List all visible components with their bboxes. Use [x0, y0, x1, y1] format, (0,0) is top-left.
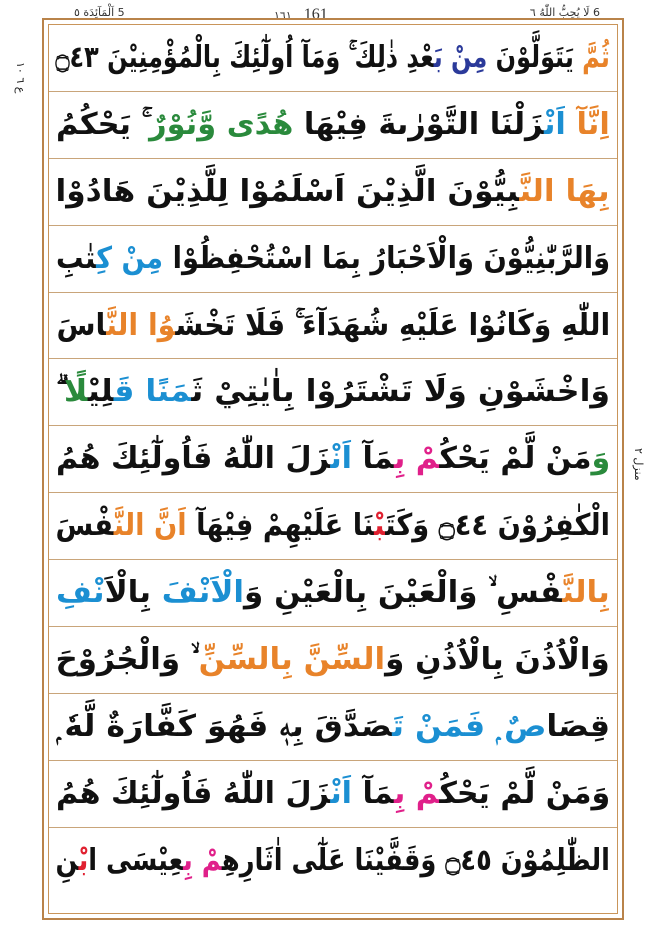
- tajweed-segment: مْ بِ: [393, 441, 440, 477]
- tajweed-segment: اَنْ: [330, 441, 352, 477]
- tajweed-segment: الظّٰلِمُوْنَ ۝٤٥ وَقَفَّيْنَا عَلٰٓى اٰثَارِهِ: [222, 843, 611, 879]
- tajweed-segment: اِنَّآ: [576, 106, 610, 142]
- page-number-latin: 161: [298, 6, 328, 23]
- tajweed-segment: لًا: [63, 374, 88, 410]
- tajweed-segment: بْ: [374, 508, 386, 544]
- verse-text: [56, 106, 610, 142]
- tajweed-segment: مَآ: [351, 441, 394, 477]
- tajweed-segment: هُدًى وَّنُوْرٌ: [149, 106, 294, 142]
- tajweed-segment: عِيْسَى ا: [88, 843, 184, 879]
- verse-line: [49, 493, 617, 560]
- verse-line: [49, 426, 617, 493]
- verse-line: [49, 159, 617, 226]
- verse-text: [55, 173, 611, 209]
- tajweed-segment: عْدِ ذٰلِكَ ۚ وَمَآ اُولٰٓئِكَ بِالْمُؤْمِنِيْنَ ۝٤٣: [55, 39, 435, 75]
- verse-line: [49, 627, 617, 694]
- verse-line: [49, 25, 617, 92]
- tajweed-segment: السِّنَّ بِالسِّنِّ: [198, 641, 386, 677]
- tajweed-segment: وُا النَّ: [105, 307, 176, 343]
- verse-line: [49, 828, 617, 895]
- tajweed-segment: ۗ: [55, 374, 64, 410]
- verse-text: [55, 843, 611, 879]
- verse-text: [56, 307, 610, 343]
- verse-text: [55, 240, 611, 276]
- tajweed-segment: زَلَ اللّٰهُ فَاُولٰٓئِكَ هُمُ: [55, 441, 331, 477]
- tajweed-segment: قِصَا: [546, 708, 610, 744]
- tajweed-segment: مِنْ بَ: [434, 39, 488, 75]
- page-frame: [42, 18, 624, 920]
- verse-line: [49, 694, 617, 761]
- verse-line: [49, 226, 617, 293]
- tajweed-segment: فْسَ: [55, 508, 115, 544]
- tajweed-segment: فْسِ ۙ وَالْعَيْنَ بِالْعَيْنِ وَ: [244, 575, 563, 611]
- tajweed-segment: بِهَا النَّ: [519, 173, 611, 209]
- juz-name: 6 لَا يُحِبُّ اللّٰهُ ٦: [526, 6, 604, 19]
- verse-line: [49, 293, 617, 360]
- text-area: [48, 24, 618, 914]
- tajweed-segment: نِ: [55, 843, 79, 879]
- verse-line: [49, 761, 617, 828]
- verse-text: [55, 641, 611, 677]
- verse-text: [56, 708, 610, 744]
- verse-text: [55, 775, 611, 811]
- verse-line: [49, 92, 617, 159]
- verse-text: [56, 575, 610, 611]
- tajweed-segment: اَنَّ النَّ: [114, 508, 187, 544]
- verse-text: [55, 441, 611, 477]
- tajweed-segment: نَا عَلَيْهِمْ فِيْهَآ: [186, 508, 375, 544]
- verse-lines: [49, 25, 617, 913]
- verse-text: [55, 508, 611, 544]
- tajweed-segment: وَ: [591, 441, 611, 477]
- tajweed-segment: لِيْ: [87, 374, 114, 410]
- tajweed-segment: مَنًا قَ: [113, 374, 192, 410]
- tajweed-segment: بْ: [78, 843, 89, 879]
- ruku-marker: ع ٦ ١٠: [14, 62, 28, 94]
- tajweed-segment: مَآ: [351, 775, 394, 811]
- tajweed-segment: صٌ ۭ فَمَنْ تَ: [391, 708, 547, 744]
- tajweed-segment: مْ بِ: [183, 843, 223, 879]
- tajweed-segment: ثُمَّ: [582, 39, 611, 75]
- tajweed-segment: اللّٰهِ وَكَانُوْا عَلَيْهِ شُهَدَآءَ ۚ فَلَا تَخْشَ: [175, 307, 610, 343]
- tajweed-segment: مْ بِ: [393, 775, 440, 811]
- tajweed-segment: وَاخْشَوْنِ وَلَا تَشْتَرُوْا بِاٰيٰتِيْ ثَ: [191, 374, 611, 410]
- tajweed-segment: اسَ: [56, 307, 106, 343]
- tajweed-segment: وَالرَّبّٰنِيُّوْنَ وَالْاَحْبَارُ بِمَا اسْتُحْفِظُوْا: [162, 240, 611, 276]
- tajweed-segment: الْاَنْفَ: [161, 575, 245, 611]
- tajweed-segment: وَالْاُذُنَ بِالْاُذُنِ وَ: [385, 641, 611, 677]
- verse-line: [49, 560, 617, 627]
- tajweed-segment: اَنْ: [544, 106, 577, 142]
- tajweed-segment: مَنْ لَّمْ يَحْكُ: [439, 441, 592, 477]
- manzil-marker: منزل ٢: [632, 448, 645, 481]
- tajweed-segment: وَمَنْ لَّمْ يَحْكُ: [439, 775, 611, 811]
- tajweed-segment: زَلْنَا التَّوْرٰىةَ فِيْهَا: [293, 106, 545, 142]
- tajweed-segment: ۚ يَحْكُمُ: [56, 106, 150, 142]
- tajweed-segment: مِنْ كِ: [96, 240, 163, 276]
- surah-name: 5 اَلْمَآئِدَة ٥: [70, 6, 129, 19]
- tajweed-segment: ۙ وَالْجُرُوْحَ: [55, 641, 199, 677]
- tajweed-segment: صَدَّقَ بِهٖ فَهُوَ كَفَّارَةٌ لَّهٗ ۭ: [56, 708, 392, 744]
- tajweed-segment: الْكٰفِرُوْنَ ۝٤٤ وَكَتَ: [385, 508, 611, 544]
- tajweed-segment: بِيُّوْنَ الَّذِيْنَ اَسْلَمُوْا لِلَّذِيْنَ هَادُوْا: [55, 173, 520, 209]
- verse-text: [55, 374, 611, 410]
- page-number-arabic: ١٦١: [274, 9, 292, 22]
- verse-line: [49, 359, 617, 426]
- tajweed-segment: يَتَوَلَّوْنَ: [487, 39, 583, 75]
- tajweed-segment: بِالْ: [104, 575, 162, 611]
- tajweed-segment: اَنْفِ: [56, 575, 105, 611]
- tajweed-segment: تٰبِ: [55, 240, 97, 276]
- tajweed-segment: اَنْ: [330, 775, 352, 811]
- tajweed-segment: بِالنَّ: [562, 575, 610, 611]
- tajweed-segment: زَلَ اللّٰهُ فَاُولٰٓئِكَ هُمُ: [55, 775, 331, 811]
- verse-text: [55, 39, 611, 75]
